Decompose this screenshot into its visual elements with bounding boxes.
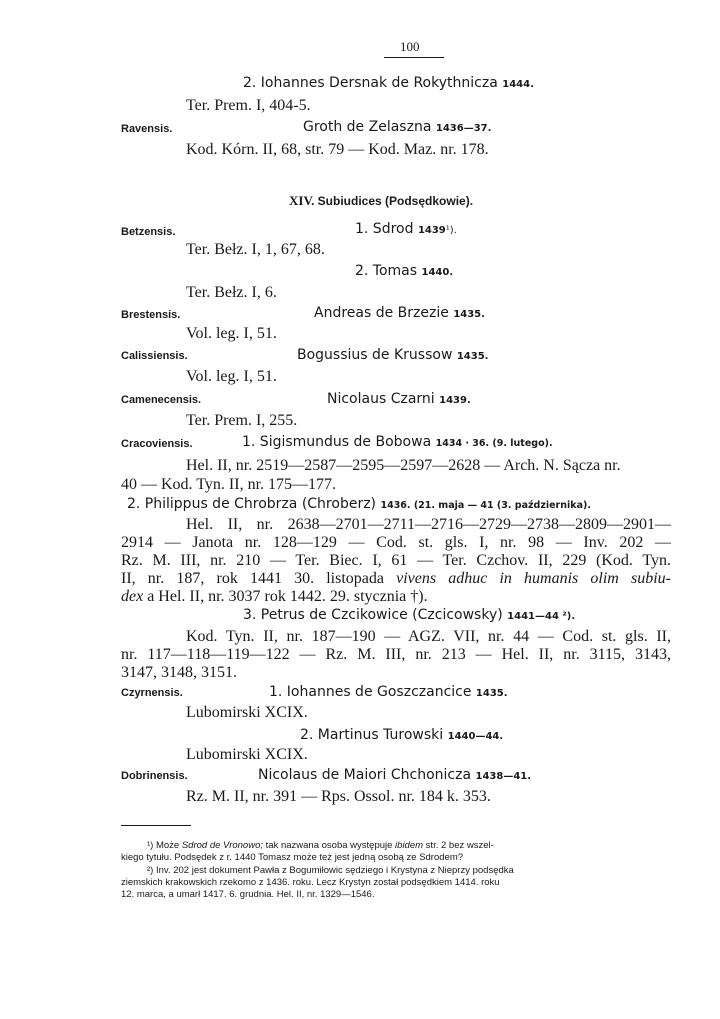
- source-line: 2914 — Janota nr. 128—129 — Cod. st. gls. I, nr. 98 — Inv. 202 —: [121, 534, 671, 551]
- region-label-dobrinensis: Dobrinensis.: [121, 770, 188, 782]
- footnote-1-cont: kiego tytułu. Podsędek z r. 1440 Tomasz może też jest jedną osobą ze Sdrodem?: [121, 852, 464, 863]
- entry-name: 2. Philippus de Chrobrza (Chroberz): [127, 496, 377, 512]
- entry-year: 1438—41.: [475, 771, 532, 782]
- entry-name: 1. Sdrod: [355, 221, 414, 237]
- entry-source: Ter. Bełz. I, 1, 67, 68.: [186, 241, 325, 258]
- footnote-text: str. 2 bez wszel-: [423, 840, 494, 851]
- entry-source: Ter. Prem. I, 404-5.: [186, 97, 311, 114]
- entry-year: 1440.: [421, 267, 454, 278]
- source-text: II, nr. 187, rok 1441 30. listopada: [121, 570, 397, 587]
- footnote-text: ¹) Może: [147, 840, 182, 851]
- entry-year: 1436—37.: [435, 123, 492, 134]
- entry-name: 2. Martinus Turowski: [300, 727, 444, 743]
- entry-source-cont: 40 — Kod. Tyn. II, nr. 175—177.: [121, 476, 337, 493]
- entry-source: Kod. Kórn. II, 68, str. 79 — Kod. Maz. nr. 178.: [186, 141, 489, 158]
- source-italic: vivens adhuc in humanis olim subiu-: [396, 570, 671, 587]
- section-title: Subiudices (Podsędkowie).: [317, 194, 474, 208]
- source-line: Hel. II, nr. 2638—2701—2711—2716—2729—2738—2809—2901—: [186, 516, 671, 533]
- footnote-text: tak nazwana osoba występuje: [263, 840, 396, 851]
- region-label-calissiensis: Calissiensis.: [121, 350, 188, 362]
- entry-nicolaus-maiori: [258, 768, 531, 782]
- entry-source: Hel. II, nr. 2519—2587—2595—2597—2628 — Arch. N. Sącza nr.: [186, 457, 621, 474]
- region-label-czyrnensis: Czyrnensis.: [121, 687, 183, 699]
- entry-iohannes-dersnak: [243, 76, 534, 90]
- footnote-2-cont: ziemskich krakowskich rzekomo z 1436. roku. Lecz Krystyn został podsędkiem 1414. roku: [121, 877, 500, 888]
- entry-name: 2. Tomas: [355, 263, 418, 279]
- footnote-italic: ibidem: [395, 840, 424, 851]
- entry-petrus: [243, 608, 575, 622]
- entry-source: Vol. leg. I, 51.: [186, 325, 277, 342]
- page-number: 100: [400, 39, 420, 54]
- entry-year: 1435.: [453, 309, 485, 320]
- source-line: Kod. Tyn. II, nr. 187—190 — AGZ. VII, nr. 44 — Cod. st. gls. II,: [186, 628, 671, 645]
- entry-name: 3. Petrus de Czcikowice (Czcicowsky): [243, 607, 503, 623]
- entry-year: 1436. (21. maja — 41 (3. października).: [380, 500, 591, 511]
- entry-name: Groth de Zelaszna: [303, 119, 432, 135]
- entry-year: 1444.: [502, 79, 534, 90]
- section-number: XIV.: [289, 193, 315, 208]
- entry-philippus-sources: [121, 516, 671, 606]
- source-line: [121, 570, 671, 588]
- region-label-cracoviensis: Cracoviensis.: [121, 438, 193, 450]
- entry-name: Andreas de Brzezie: [314, 305, 449, 321]
- entry-source: Rz. M. II, nr. 391 — Rps. Ossol. nr. 184 k. 353.: [186, 788, 491, 805]
- entry-name: 2. Iohannes Dersnak de Rokythnicza: [243, 75, 498, 91]
- entry-name: 1. Iohannes de Goszczancice: [269, 684, 472, 700]
- entry-sdrod: [355, 222, 457, 236]
- region-label-camenecensis: Camenecensis.: [121, 394, 202, 406]
- entry-groth: [303, 120, 491, 134]
- region-label-belzensis: Betzensis.: [121, 226, 176, 238]
- entry-iohannes-goszczancice: [269, 685, 508, 699]
- entry-source: Lubomirski XCIX.: [186, 704, 308, 721]
- entry-name: 1. Sigismundus de Bobowa: [242, 434, 432, 450]
- entry-year: 1441—44 ²).: [507, 611, 576, 622]
- source-italic: dex: [121, 588, 144, 605]
- footnote-italic: Sdrod de Vronowo;: [181, 840, 264, 851]
- region-label-brestensis: Brestensis.: [121, 309, 181, 321]
- entry-year: 1434 · 36. (9. lutego).: [435, 438, 553, 449]
- footnote-2-cont: 12. marca, a umarł 1417. 6. grudnia. Hel. II, nr. 1329—1546.: [121, 889, 375, 900]
- entry-year: 1439.: [439, 395, 471, 406]
- entry-andreas: [314, 306, 485, 320]
- entry-tomas: [355, 264, 453, 278]
- entry-nicolaus-czarni: [327, 392, 471, 406]
- entry-year: 1440—44.: [447, 731, 504, 742]
- source-line: nr. 117—118—119—122 — Rz. M. III, nr. 213 — Hel. II, nr. 3115, 3143,: [121, 646, 671, 663]
- entry-name: Bogussius de Krussow: [297, 347, 453, 363]
- entry-source: Ter. Prem. I, 255.: [186, 412, 298, 429]
- entry-name: Nicolaus de Maiori Chchonicza: [258, 767, 472, 783]
- entry-source: Ter. Bełz. I, 6.: [186, 284, 277, 301]
- entry-year: 1435.: [456, 351, 489, 362]
- source-line: Rz. M. III, nr. 210 — Ter. Biec. I, 61 — Ter. Czchov. II, 229 (Kod. Tyn.: [121, 552, 671, 569]
- entry-year: 1439: [417, 225, 446, 236]
- footnote-ref: ¹).: [445, 225, 457, 236]
- footnote-2: ²) Inv. 202 jest dokument Pawła z Bogumiłowic sędziego i Krystyna z Nieprzy podsędka: [147, 865, 514, 876]
- entry-year: 1435.: [475, 688, 508, 699]
- entry-source: Vol. leg. I, 51.: [186, 368, 277, 385]
- section-heading: [289, 194, 473, 207]
- footnote-1: [147, 841, 494, 851]
- source-text: a Hel. II, nr. 3037 rok 1442. 29. stycznia †).: [143, 588, 428, 605]
- footnote-separator: [121, 825, 191, 826]
- entry-source: Lubomirski XCIX.: [186, 746, 308, 763]
- region-label-ravensis: Ravensis.: [121, 123, 173, 135]
- entry-martinus-turowski: [300, 728, 503, 742]
- entry-philippus: [127, 497, 591, 511]
- entry-bogussius: [297, 348, 488, 362]
- entry-petrus-sources: [121, 628, 671, 682]
- entry-sigismundus: [242, 435, 553, 449]
- source-line: [121, 588, 671, 606]
- entry-name: Nicolaus Czarni: [327, 391, 435, 407]
- source-line: 3147, 3148, 3151.: [121, 664, 237, 681]
- page-number-rule: [384, 57, 444, 58]
